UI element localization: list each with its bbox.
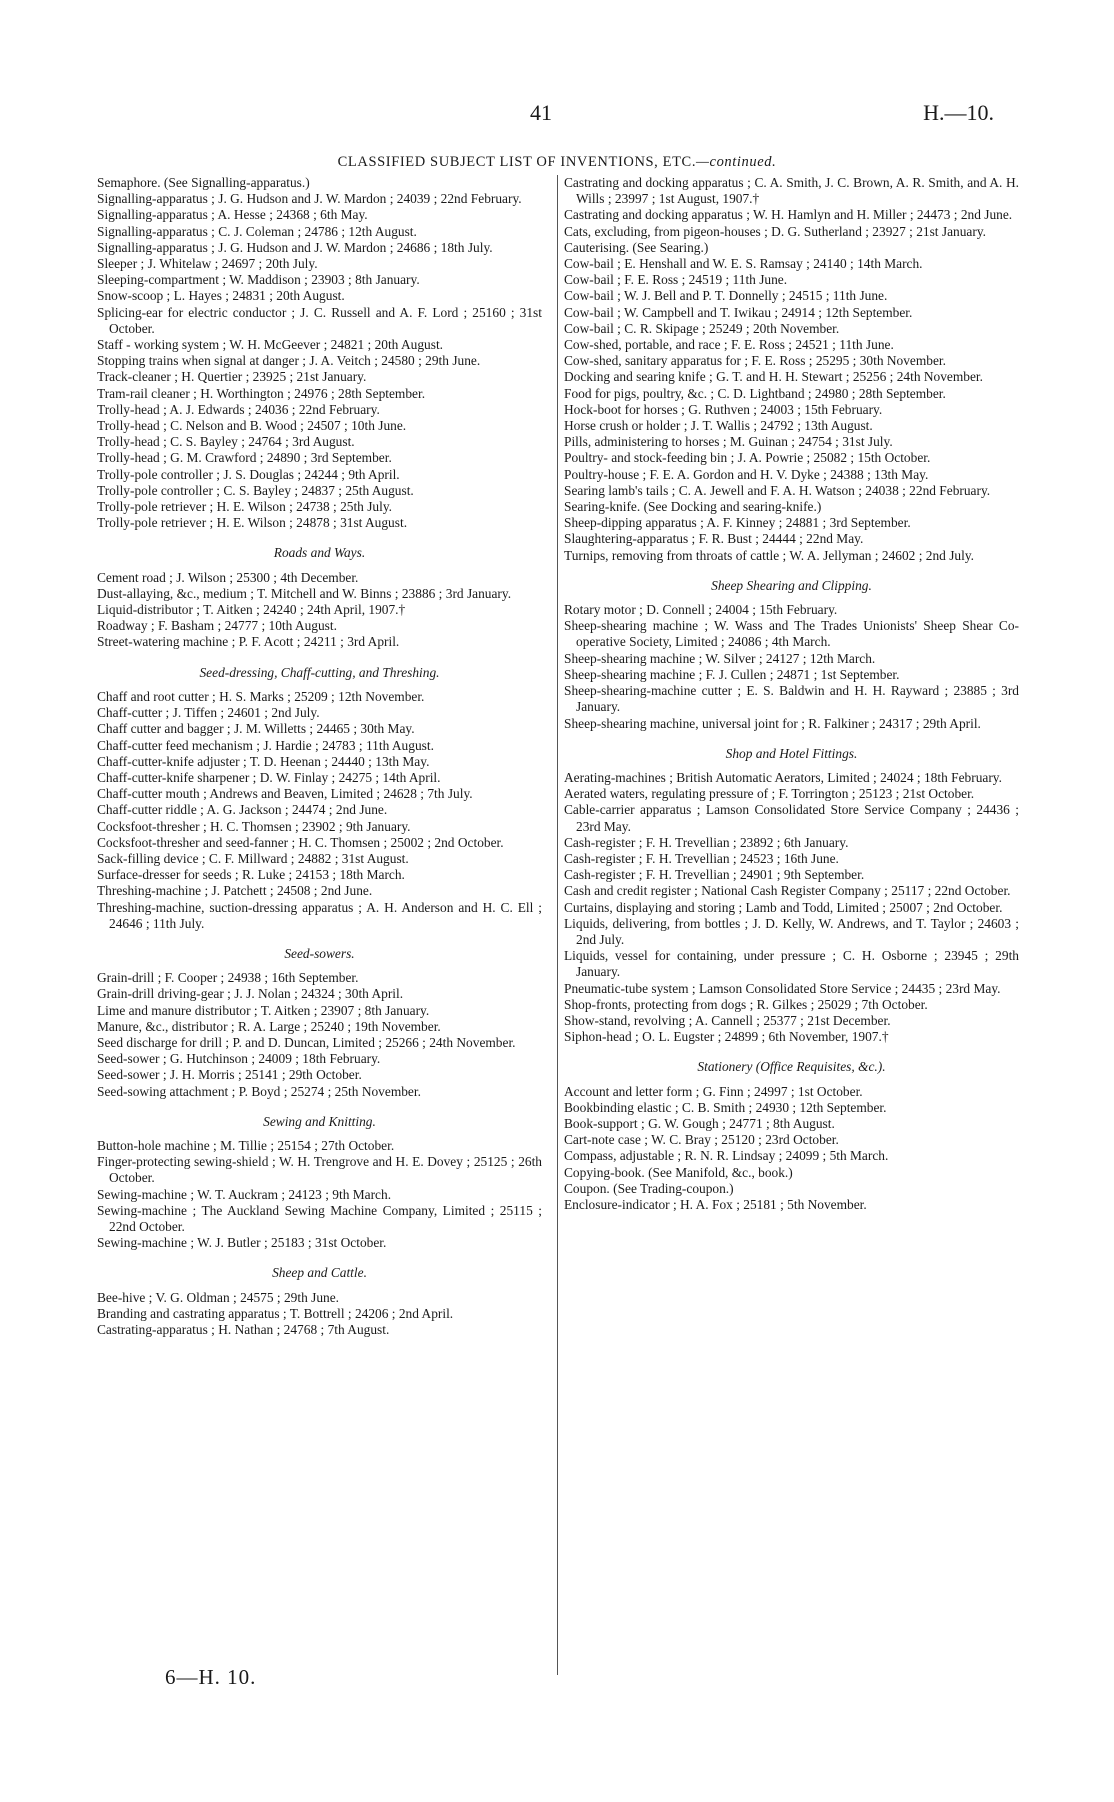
- list-entry: Show-stand, revolving ; A. Cannell ; 25377 ; 21st December.: [564, 1012, 891, 1028]
- list-entry: Sheep-shearing machine ; F. J. Cullen ; 24871 ; 1st September.: [564, 666, 900, 682]
- list-entry: Turnips, removing from throats of cattle ; W. A. Jellyman ; 24602 ; 2nd July.: [564, 547, 975, 563]
- list-entry: Cash-register ; F. H. Trevellian ; 23892 ; 6th January.: [564, 834, 849, 850]
- list-entry: Curtains, displaying and storing ; Lamb and Todd, Limited ; 25007 ; 2nd October.: [564, 899, 1003, 915]
- list-entry: Roadway ; F. Basham ; 24777 ; 10th August.: [97, 618, 337, 634]
- list-entry: Trolly-head ; C. S. Bayley ; 24764 ; 3rd August.: [97, 434, 355, 450]
- footer-signature: 6—H. 10.: [165, 1665, 257, 1689]
- list-entry: Shop-fronts, protecting from dogs ; R. Gilkes ; 25029 ; 7th October.: [564, 996, 928, 1012]
- list-entry: Seed-sowing attachment ; P. Boyd ; 25274 ; 25th November.: [97, 1083, 421, 1099]
- list-entry: Siphon-head ; O. L. Eugster ; 24899 ; 6th November, 1907.†: [564, 1029, 889, 1045]
- list-entry: Slaughtering-apparatus ; F. R. Bust ; 24444 ; 22nd May.: [564, 531, 864, 547]
- list-entry: Liquids, delivering, from bottles ; J. D. Kelly, W. Andrews, and T. Taylor ; 24603 ; 2nd July.: [564, 915, 1019, 947]
- list-entry: Chaff cutter and bagger ; J. M. Willetts ; 24465 ; 30th May.: [97, 721, 415, 737]
- list-entry: Sheep-shearing-machine cutter ; E. S. Baldwin and H. H. Rayward ; 23885 ; 3rd January.: [564, 683, 1019, 715]
- list-entry: Sewing-machine ; W. J. Butler ; 25183 ; 31st October.: [97, 1235, 387, 1251]
- list-entry: Chaff-cutter ; J. Tiffen ; 24601 ; 2nd July.: [97, 705, 320, 721]
- list-entry: Sheep-shearing machine ; W. Wass and The Trades Unionists' Sheep Shear Co-operative Society, Limited ; 24086 ; 4th March.: [564, 618, 1019, 650]
- list-entry: Track-cleaner ; H. Quertier ; 23925 ; 21st January.: [97, 369, 367, 385]
- list-entry: Searing-knife. (See Docking and searing-knife.): [564, 499, 822, 515]
- list-entry: Lime and manure distributor ; T. Aitken ; 23907 ; 8th January.: [97, 1002, 430, 1018]
- list-entry: Enclosure-indicator ; H. A. Fox ; 25181 ; 5th November.: [564, 1196, 867, 1212]
- list-entry: Castrating and docking apparatus ; W. H. Hamlyn and H. Miller ; 24473 ; 2nd June.: [564, 207, 1013, 223]
- list-entry: Poultry- and stock-feeding bin ; J. A. Powrie ; 25082 ; 15th October.: [564, 450, 931, 466]
- list-entry: Searing lamb's tails ; C. A. Jewell and F. A. H. Watson ; 24038 ; 22nd February.: [564, 482, 991, 498]
- section-heading: Roads and Ways.: [273, 545, 366, 561]
- list-entry: Staff - working system ; W. H. McGeever ; 24821 ; 20th August.: [97, 337, 444, 353]
- list-entry: Cocksfoot-thresher ; H. C. Thomsen ; 23902 ; 9th January.: [97, 818, 411, 834]
- list-entry: Cow-shed, sanitary apparatus for ; F. E. Ross ; 25295 ; 30th November.: [564, 353, 946, 369]
- list-entry: Chaff-cutter-knife adjuster ; T. D. Heenan ; 24440 ; 13th May.: [97, 753, 430, 769]
- list-entry: Cement road ; J. Wilson ; 25300 ; 4th December.: [97, 569, 359, 585]
- list-entry: Sewing-machine ; W. T. Auckram ; 24123 ; 9th March.: [97, 1186, 392, 1202]
- list-entry: Castrating-apparatus ; H. Nathan ; 24768 ; 7th August.: [97, 1322, 390, 1337]
- list-entry: Cow-bail ; W. J. Bell and P. T. Donnelly ; 24515 ; 11th June.: [564, 288, 888, 304]
- list-entry: Sheep-dipping apparatus ; A. F. Kinney ; 24881 ; 3rd September.: [564, 515, 911, 531]
- list-entry: Grain-drill driving-gear ; J. J. Nolan ; 24324 ; 30th April.: [97, 986, 404, 1002]
- list-entry: Cow-shed, portable, and race ; F. E. Ross ; 24521 ; 11th June.: [564, 337, 894, 353]
- section-heading: Shop and Hotel Fittings.: [725, 745, 858, 761]
- list-entry: Chaff-cutter riddle ; A. G. Jackson ; 24474 ; 2nd June.: [97, 802, 388, 818]
- list-title-suffix: —continued.: [696, 154, 777, 170]
- section-heading: Sheep Shearing and Clipping.: [711, 577, 872, 593]
- list-entry: Trolly-pole controller ; J. S. Douglas ; 24244 ; 9th April.: [97, 466, 400, 482]
- list-entry: Poultry-house ; F. E. A. Gordon and H. V. Dyke ; 24388 ; 13th May.: [564, 466, 929, 482]
- list-entry: Cow-bail ; E. Henshall and W. E. S. Ramsay ; 24140 ; 14th March.: [564, 256, 923, 272]
- list-entry: Cats, excluding, from pigeon-houses ; D. G. Sutherland ; 23927 ; 21st January.: [564, 223, 986, 239]
- list-title-text: CLASSIFIED SUBJECT LIST OF INVENTIONS, ETC.: [337, 154, 697, 170]
- list-entry: Surface-dresser for seeds ; R. Luke ; 24153 ; 18th March.: [97, 867, 405, 883]
- list-entry: Branding and castrating apparatus ; T. Bottrell ; 24206 ; 2nd April.: [97, 1305, 454, 1321]
- list-entry: Finger-protecting sewing-shield ; W. H. Trengrove and H. E. Dovey ; 25125 ; 26th October.: [97, 1154, 542, 1186]
- list-entry: Trolly-pole retriever ; H. E. Wilson ; 24738 ; 25th July.: [97, 499, 393, 515]
- list-entry: Threshing-machine ; J. Patchett ; 24508 ; 2nd June.: [97, 883, 373, 899]
- list-entry: Liquid-distributor ; T. Aitken ; 24240 ; 24th April, 1907.†: [97, 602, 406, 618]
- document-reference: H.—10.: [923, 100, 994, 125]
- list-entry: Castrating and docking apparatus ; C. A. Smith, J. C. Brown, A. R. Smith, and A. H. Wills ; 23997 ; 1st August, 1907.†: [564, 175, 1019, 207]
- left-column: [97, 175, 542, 1338]
- list-entry: Signalling-apparatus ; A. Hesse ; 24368 ; 6th May.: [97, 207, 368, 223]
- list-entry: Snow-scoop ; L. Hayes ; 24831 ; 20th August.: [97, 288, 345, 304]
- list-entry: Liquids, vessel for containing, under pressure ; C. H. Osborne ; 23945 ; 29th January.: [564, 948, 1019, 980]
- list-entry: Sewing-machine ; The Auckland Sewing Machine Company, Limited ; 25115 ; 22nd October.: [97, 1202, 542, 1234]
- list-entry: Grain-drill ; F. Cooper ; 24938 ; 16th September.: [97, 970, 359, 986]
- list-entry: Bookbinding elastic ; C. B. Smith ; 24930 ; 12th September.: [564, 1099, 887, 1115]
- list-entry: Tram-rail cleaner ; H. Worthington ; 24976 ; 28th September.: [97, 385, 426, 401]
- list-entry: Stopping trains when signal at danger ; J. A. Veitch ; 24580 ; 29th June.: [97, 353, 481, 369]
- list-entry: Trolly-pole controller ; C. S. Bayley ; 24837 ; 25th August.: [97, 482, 414, 498]
- list-entry: Cow-bail ; F. E. Ross ; 24519 ; 11th June.: [564, 272, 788, 288]
- list-entry: Semaphore. (See Signalling-apparatus.): [97, 175, 310, 190]
- list-entry: Food for pigs, poultry, &c. ; C. D. Lightband ; 24980 ; 28th September.: [564, 385, 946, 401]
- section-heading: Stationery (Office Requisites, &c.).: [697, 1059, 886, 1075]
- section-heading: Seed-sowers.: [284, 945, 355, 961]
- section-heading: Sheep and Cattle.: [272, 1265, 367, 1281]
- list-entry: Seed-sower ; J. H. Morris ; 25141 ; 29th October.: [97, 1067, 362, 1083]
- section-heading: Sewing and Knitting.: [263, 1113, 376, 1129]
- list-entry: Book-support ; G. W. Gough ; 24771 ; 8th August.: [564, 1115, 835, 1131]
- list-entry: Threshing-machine, suction-dressing apparatus ; A. H. Anderson and H. C. Ell ; 24646 ; 11th July.: [97, 899, 542, 931]
- list-entry: Bee-hive ; V. G. Oldman ; 24575 ; 29th June.: [97, 1289, 340, 1305]
- list-entry: Street-watering machine ; P. F. Acott ; 24211 ; 3rd April.: [97, 634, 400, 650]
- list-entry: Cow-bail ; W. Campbell and T. Iwikau ; 24914 ; 12th September.: [564, 304, 913, 320]
- list-entry: Cauterising. (See Searing.): [564, 239, 709, 255]
- list-entry: Cart-note case ; W. C. Bray ; 25120 ; 23rd October.: [564, 1132, 839, 1148]
- list-entry: Cash and credit register ; National Cash Register Company ; 25117 ; 22nd October.: [564, 883, 1011, 899]
- list-entry: Chaff and root cutter ; H. S. Marks ; 25209 ; 12th November.: [97, 688, 425, 704]
- list-entry: Account and letter form ; G. Finn ; 24997 ; 1st October.: [564, 1083, 863, 1099]
- list-entry: Sleeping-compartment ; W. Maddison ; 23903 ; 8th January.: [97, 272, 420, 288]
- list-entry: Sheep-shearing machine ; W. Silver ; 24127 ; 12th March.: [564, 650, 876, 666]
- list-entry: Button-hole machine ; M. Tillie ; 25154 ; 27th October.: [97, 1137, 395, 1153]
- list-entry: Aerating-machines ; British Automatic Aerators, Limited ; 24024 ; 18th February.: [564, 769, 1002, 785]
- list-entry: Trolly-head ; G. M. Crawford ; 24890 ; 3rd September.: [97, 450, 392, 466]
- list-entry: Pills, administering to horses ; M. Guinan ; 24754 ; 31st July.: [564, 434, 893, 450]
- list-entry: Copying-book. (See Manifold, &c., book.): [564, 1164, 793, 1180]
- list-entry: Seed discharge for drill ; P. and D. Duncan, Limited ; 25266 ; 24th November.: [97, 1034, 516, 1050]
- section-heading: Seed-dressing, Chaff-cutting, and Threshing.: [199, 664, 440, 680]
- list-entry: Coupon. (See Trading-coupon.): [564, 1180, 734, 1196]
- list-entry: Cocksfoot-thresher and seed-fanner ; H. C. Thomsen ; 25002 ; 2nd October.: [97, 834, 504, 850]
- list-entry: Trolly-head ; C. Nelson and B. Wood ; 24507 ; 10th June.: [97, 418, 407, 434]
- list-entry: Signalling-apparatus ; J. G. Hudson and J. W. Mardon ; 24686 ; 18th July.: [97, 239, 493, 255]
- list-entry: Sack-filling device ; C. F. Millward ; 24882 ; 31st August.: [97, 850, 409, 866]
- column-divider: [557, 175, 558, 1675]
- list-entry: Trolly-pole retriever ; H. E. Wilson ; 24878 ; 31st August.: [97, 515, 408, 531]
- list-entry: Dust-allaying, &c., medium ; T. Mitchell and W. Binns ; 23886 ; 3rd January.: [97, 585, 512, 601]
- list-entry: Sheep-shearing machine, universal joint for ; R. Falkiner ; 24317 ; 29th April.: [564, 715, 981, 731]
- list-entry: Cash-register ; F. H. Trevellian ; 24901 ; 9th September.: [564, 867, 865, 883]
- list-entry: Horse crush or holder ; J. T. Wallis ; 24792 ; 13th August.: [564, 418, 873, 434]
- list-entry: Docking and searing knife ; G. T. and H. H. Stewart ; 25256 ; 24th November.: [564, 369, 983, 385]
- list-entry: Chaff-cutter mouth ; Andrews and Beaven, Limited ; 24628 ; 7th July.: [97, 786, 473, 802]
- list-entry: Chaff-cutter-knife sharpener ; D. W. Finlay ; 24275 ; 14th April.: [97, 769, 441, 785]
- list-entry: Trolly-head ; A. J. Edwards ; 24036 ; 22nd February.: [97, 401, 380, 417]
- list-entry: Signalling-apparatus ; C. J. Coleman ; 24786 ; 12th August.: [97, 223, 417, 239]
- list-entry: Splicing-ear for electric conductor ; J. C. Russell and A. F. Lord ; 25160 ; 31st October.: [97, 304, 542, 336]
- list-entry: Rotary motor ; D. Connell ; 24004 ; 15th February.: [564, 602, 838, 618]
- list-entry: Cow-bail ; C. R. Skipage ; 25249 ; 20th November.: [564, 320, 840, 336]
- list-entry: Seed-sower ; G. Hutchinson ; 24009 ; 18th February.: [97, 1051, 381, 1067]
- list-entry: Hock-boot for horses ; G. Ruthven ; 24003 ; 15th February.: [564, 401, 883, 417]
- list-title: [0, 154, 1114, 171]
- list-entry: Cash-register ; F. H. Trevellian ; 24523 ; 16th June.: [564, 850, 839, 866]
- page-number: 41: [530, 100, 552, 125]
- list-entry: Cable-carrier apparatus ; Lamson Consolidated Store Service Company ; 24436 ; 23rd May.: [564, 802, 1019, 834]
- list-entry: Manure, &c., distributor ; R. A. Large ; 25240 ; 19th November.: [97, 1018, 441, 1034]
- list-entry: Pneumatic-tube system ; Lamson Consolidated Store Service ; 24435 ; 23rd May.: [564, 980, 1001, 996]
- list-entry: Signalling-apparatus ; J. G. Hudson and J. W. Mardon ; 24039 ; 22nd February.: [97, 191, 522, 207]
- list-entry: Sleeper ; J. Whitelaw ; 24697 ; 20th July.: [97, 256, 318, 272]
- list-entry: Aerated waters, regulating pressure of ; F. Torrington ; 25123 ; 21st October.: [564, 786, 975, 802]
- list-entry: Compass, adjustable ; R. N. R. Lindsay ; 24099 ; 5th March.: [564, 1148, 889, 1164]
- list-entry: Chaff-cutter feed mechanism ; J. Hardie ; 24783 ; 11th August.: [97, 737, 434, 753]
- right-column: [564, 175, 1019, 1213]
